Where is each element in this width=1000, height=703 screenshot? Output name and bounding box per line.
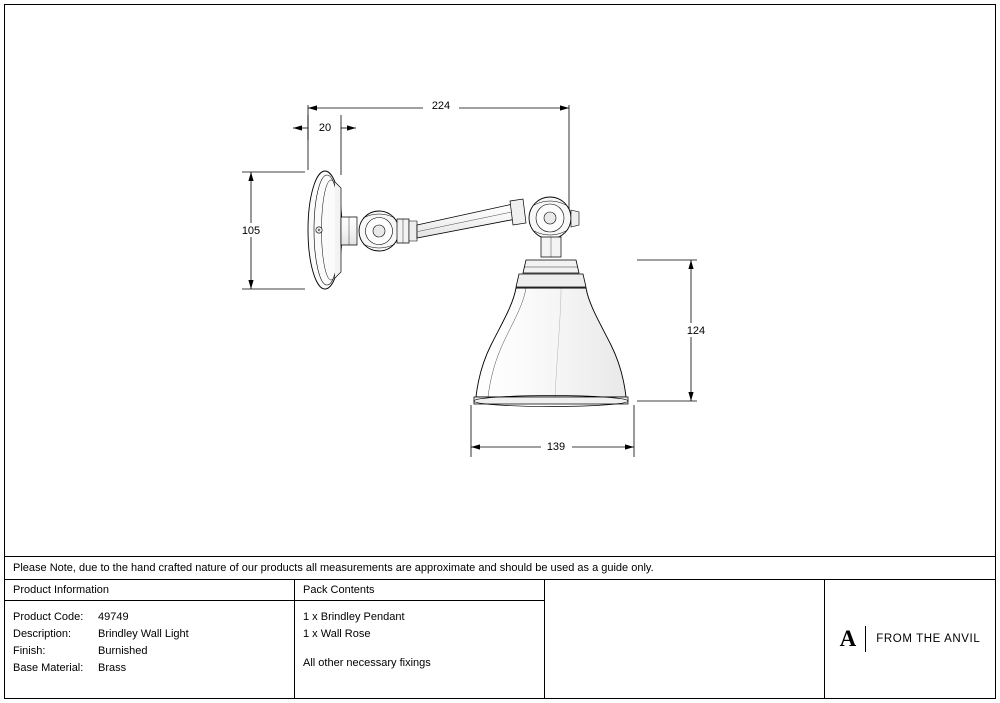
dimension-shade-height-label: 124: [686, 325, 706, 337]
logo-divider: [865, 626, 866, 652]
product-code-value: 49749: [98, 611, 129, 623]
pack-contents-note: All other necessary fixings: [303, 657, 431, 669]
dimension-projection-label: 224: [431, 100, 451, 112]
pack-contents-header: Pack Contents: [295, 580, 544, 601]
finish-label: Finish:: [13, 645, 46, 657]
list-item: 1 x Wall Rose: [303, 628, 371, 640]
brand-logo: [825, 580, 995, 698]
description-value: Brindley Wall Light: [98, 628, 189, 640]
spacer: [303, 643, 536, 655]
pack-contents-column: [295, 580, 545, 698]
measurement-note-text: Please Note, due to the hand crafted nature of our products all measurements are approximate and should be used as a guide only.: [13, 562, 654, 574]
pack-contents-body: [295, 601, 544, 672]
dimension-backplate-height-label: 105: [241, 225, 261, 237]
table-row: [13, 660, 286, 677]
dimension-shade-width-label: 139: [546, 441, 566, 453]
dimension-backplate-depth-label: 20: [318, 122, 332, 134]
base-material-label: Base Material:: [13, 662, 84, 674]
product-information-body: [5, 601, 294, 677]
product-information-header: Product Information: [5, 580, 294, 601]
brand-name: FROM THE ANVIL: [876, 633, 981, 645]
list-item: 1 x Brindley Pendant: [303, 611, 405, 623]
anvil-a-icon: A: [839, 626, 856, 651]
finish-value: Burnished: [98, 645, 148, 657]
brand-logo-column: [825, 580, 995, 698]
base-material-value: Brass: [98, 662, 127, 674]
brindley-wall-light-illustration: [308, 171, 628, 407]
table-row: [13, 643, 286, 660]
table-row: [13, 626, 286, 643]
blank-column: [545, 580, 825, 698]
table-row: [13, 609, 286, 626]
measurement-note: [5, 556, 995, 580]
product-code-label: Product Code:: [13, 611, 84, 623]
dimension-projection: [308, 105, 569, 218]
product-information-column: [5, 580, 295, 698]
product-drawing-area: [5, 5, 995, 555]
product-info-table: [5, 580, 995, 698]
description-label: Description:: [13, 628, 72, 640]
